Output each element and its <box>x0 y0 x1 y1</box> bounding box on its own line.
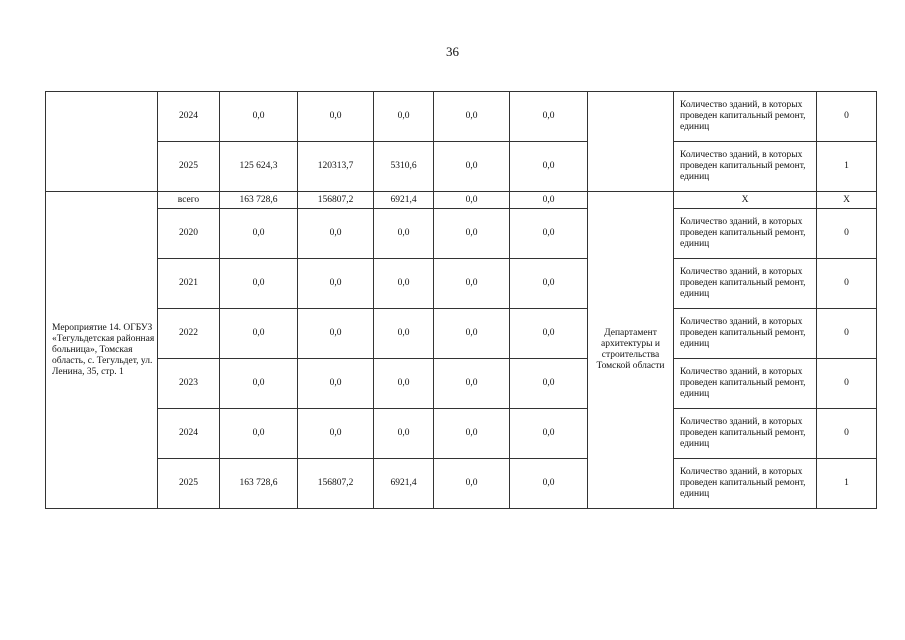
table-row <box>46 142 877 192</box>
indicator-cell: Количество зданий, в которых проведен капитальный ремонт, единиц <box>674 459 817 509</box>
amount-cell: 0,0 <box>434 459 510 509</box>
amount-cell: 163 728,6 <box>220 459 298 509</box>
indicator-cell: Количество зданий, в которых проведен капитальный ремонт, единиц <box>674 359 817 409</box>
table-row <box>46 259 877 309</box>
continued-event-cell <box>46 92 158 192</box>
amount-cell: 6921,4 <box>374 459 434 509</box>
amount-cell: 125 624,3 <box>220 142 298 192</box>
amount-cell: 0,0 <box>510 459 588 509</box>
amount-cell: 0,0 <box>434 142 510 192</box>
year-cell: 2020 <box>158 209 220 259</box>
amount-cell: 0,0 <box>298 309 374 359</box>
amount-cell: 0,0 <box>374 409 434 459</box>
indicator-value-cell: 0 <box>817 259 877 309</box>
indicator-value-cell: 0 <box>817 209 877 259</box>
amount-cell: 0,0 <box>220 409 298 459</box>
amount-cell: 0,0 <box>434 192 510 209</box>
year-cell: 2025 <box>158 459 220 509</box>
amount-cell: 0,0 <box>510 359 588 409</box>
year-cell: 2024 <box>158 92 220 142</box>
indicator-value-cell: 0 <box>817 92 877 142</box>
indicator-value-cell: Х <box>817 192 877 209</box>
amount-cell: 0,0 <box>374 259 434 309</box>
table-row <box>46 409 877 459</box>
event-name-cell: Мероприятие 14. ОГБУЗ «Тегульдетская районная больница», Томская область, с. Тегульдет, ул. Ленина, 35, стр. 1 <box>46 192 158 509</box>
page-number: 36 <box>446 44 459 59</box>
amount-cell: 0,0 <box>298 409 374 459</box>
amount-cell: 0,0 <box>298 359 374 409</box>
year-cell: всего <box>158 192 220 209</box>
continued-executor-cell <box>588 92 674 192</box>
indicator-cell: Количество зданий, в которых проведен капитальный ремонт, единиц <box>674 142 817 192</box>
indicator-cell: Количество зданий, в которых проведен капитальный ремонт, единиц <box>674 259 817 309</box>
indicator-value-cell: 1 <box>817 459 877 509</box>
amount-cell: 0,0 <box>374 92 434 142</box>
table-row <box>46 92 877 142</box>
amount-cell: 0,0 <box>434 309 510 359</box>
amount-cell: 0,0 <box>374 309 434 359</box>
year-cell: 2025 <box>158 142 220 192</box>
table-row-total <box>46 192 877 209</box>
year-cell: 2024 <box>158 409 220 459</box>
indicator-cell: Количество зданий, в которых проведен капитальный ремонт, единиц <box>674 409 817 459</box>
amount-cell: 0,0 <box>510 209 588 259</box>
year-cell: 2023 <box>158 359 220 409</box>
indicator-cell: Количество зданий, в которых проведен капитальный ремонт, единиц <box>674 209 817 259</box>
amount-cell: 0,0 <box>298 259 374 309</box>
amount-cell: 156807,2 <box>298 192 374 209</box>
table-row <box>46 309 877 359</box>
amount-cell: 0,0 <box>510 259 588 309</box>
amount-cell: 156807,2 <box>298 459 374 509</box>
indicator-cell: Х <box>674 192 817 209</box>
amount-cell: 0,0 <box>510 409 588 459</box>
executor-cell: Департамент архитектуры и строительства Томской области <box>588 192 674 509</box>
amount-cell: 0,0 <box>510 92 588 142</box>
table-row <box>46 459 877 509</box>
amount-cell: 0,0 <box>434 359 510 409</box>
amount-cell: 0,0 <box>220 209 298 259</box>
amount-cell: 0,0 <box>434 209 510 259</box>
amount-cell: 0,0 <box>510 142 588 192</box>
amount-cell: 163 728,6 <box>220 192 298 209</box>
year-cell: 2022 <box>158 309 220 359</box>
amount-cell: 6921,4 <box>374 192 434 209</box>
amount-cell: 0,0 <box>298 92 374 142</box>
amount-cell: 0,0 <box>298 209 374 259</box>
amount-cell: 0,0 <box>220 259 298 309</box>
amount-cell: 0,0 <box>510 192 588 209</box>
table-row <box>46 359 877 409</box>
indicator-cell: Количество зданий, в которых проведен капитальный ремонт, единиц <box>674 92 817 142</box>
indicator-value-cell: 0 <box>817 309 877 359</box>
amount-cell: 0,0 <box>374 209 434 259</box>
amount-cell: 5310,6 <box>374 142 434 192</box>
year-cell: 2021 <box>158 259 220 309</box>
program-table <box>45 91 877 509</box>
table-row <box>46 209 877 259</box>
amount-cell: 0,0 <box>434 92 510 142</box>
amount-cell: 0,0 <box>510 309 588 359</box>
amount-cell: 0,0 <box>220 359 298 409</box>
amount-cell: 0,0 <box>374 359 434 409</box>
amount-cell: 0,0 <box>220 92 298 142</box>
indicator-value-cell: 1 <box>817 142 877 192</box>
amount-cell: 0,0 <box>434 409 510 459</box>
indicator-value-cell: 0 <box>817 359 877 409</box>
amount-cell: 0,0 <box>434 259 510 309</box>
amount-cell: 0,0 <box>220 309 298 359</box>
indicator-value-cell: 0 <box>817 409 877 459</box>
indicator-cell: Количество зданий, в которых проведен капитальный ремонт, единиц <box>674 309 817 359</box>
amount-cell: 120313,7 <box>298 142 374 192</box>
